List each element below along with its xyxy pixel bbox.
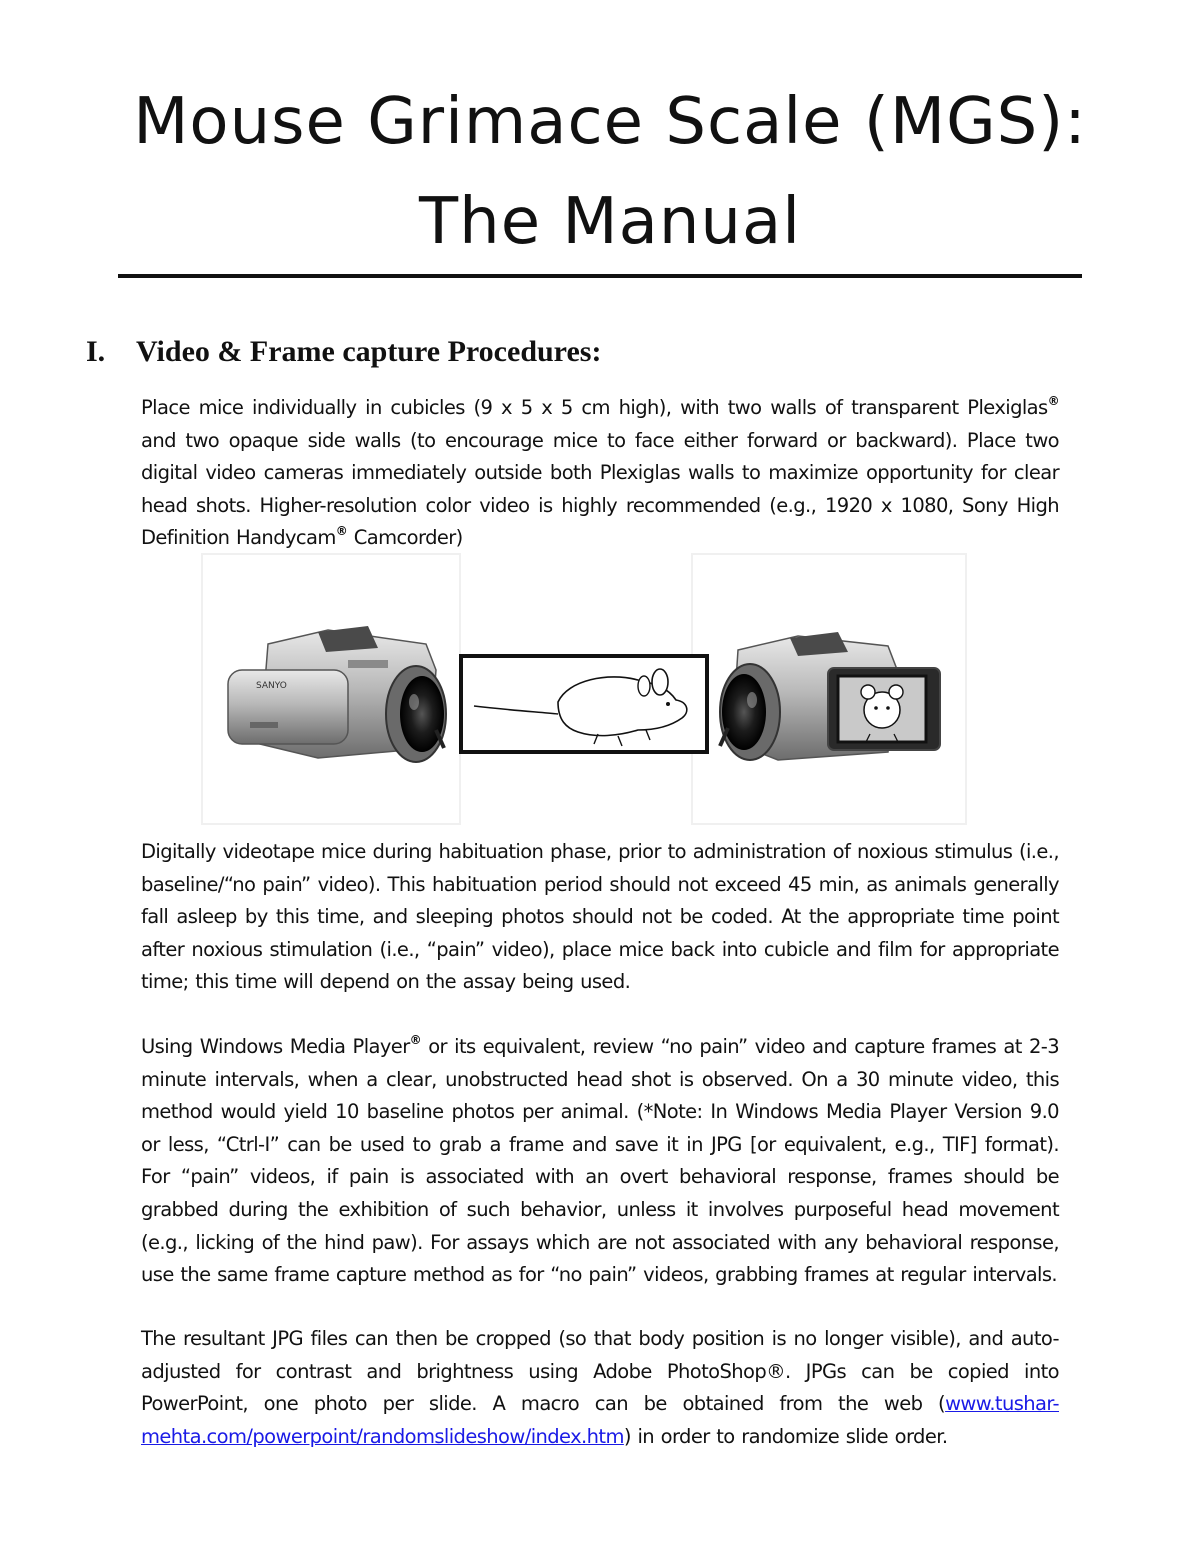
paragraph-frame-capture: [141, 1031, 1059, 1292]
paragraph-setup: [141, 392, 1059, 555]
document-title-line2: The Manual: [419, 185, 801, 259]
paragraph-habituation: Digitally videotape mice during habituation phase, prior to administration of noxious stimulus (i.e., baseline/“no pain” video). This habituation period should not exceed 45 min, as animals generally fall asleep by this time, and sleeping photos should not be coded. At the appropriate time point after noxious stimulation (i.e., “pain” video), place mice back into cubicle and film for appropriate time; this time will depend on the assay being used.: [141, 840, 1059, 994]
cubicle-box: [461, 656, 707, 752]
registered-mark: ®: [1047, 394, 1059, 408]
paragraph-text: Using Windows Media Player: [141, 1035, 410, 1058]
registered-mark: ®: [409, 1033, 422, 1047]
registered-mark: ®: [335, 524, 348, 539]
paragraph-text: Camcorder): [347, 526, 463, 550]
paragraph-text: ) in order to randomize slide order.: [623, 1424, 948, 1448]
paragraph-text: and two opaque side walls (to encourage mice to face either forward or backward). Place two digital video cameras immediately outside both Plexiglas walls to maximize opportunity for clear head shots. Higher-resolution color video is highly recommended (e.g., 1920 x 1080, Sony High Definition Handycam: [141, 428, 1059, 550]
right-camera-icon: [720, 632, 940, 760]
document-title-line1: Mouse Grimace Scale (MGS):: [133, 85, 1087, 159]
section-heading: [86, 332, 1086, 372]
left-camera-icon: [228, 626, 446, 762]
camera-setup-figure: [198, 552, 972, 828]
paragraph-text: Place mice individually in cubicles (9 x 5 x 5 cm high), with two walls of transparent Plexiglas: [141, 396, 1048, 419]
section-number: I.: [86, 335, 106, 368]
paragraph-post-processing: [141, 1323, 1059, 1453]
lcd-screen: [828, 668, 940, 750]
randomize-macro-link[interactable]: www.tushar-mehta.com/powerpoint/randomslideshow/index.htm: [141, 1392, 1059, 1448]
title-divider: [118, 274, 1082, 278]
camera-brand-label: SANYO: [256, 681, 287, 691]
paragraph-text: or its equivalent, review “no pain” video and capture frames at 2-3 minute intervals, when a clear, unobstructed head shot is observed. On a 30 minute video, this method would yield 10 baseline photos per animal. (*Note: In Windows Media Player Version 9.0 or less, “Ctrl-I” can be used to grab a frame and save it in JPG [or equivalent, e.g., TIF] format). For “pain” videos, if pain is associated with an overt behavioral response, frames should be grabbed during the exhibition of such behavior, unless it involves purposeful head movement (e.g., licking of the hind paw). For assays which are not associated with any behavioral response, use the same frame capture method as for “no pain” videos, grabbing frames at regular intervals.: [141, 1035, 1060, 1287]
section-title: Video & Frame capture Procedures:: [136, 335, 602, 368]
paragraph-text: The resultant JPG files can then be cropped (so that body position is no longer visible), and auto-adjusted for contrast and brightness using Adobe PhotoShop®. JPGs can be copied into PowerPoint, one photo per slide. A macro can be obtained from the web (: [141, 1327, 1059, 1416]
